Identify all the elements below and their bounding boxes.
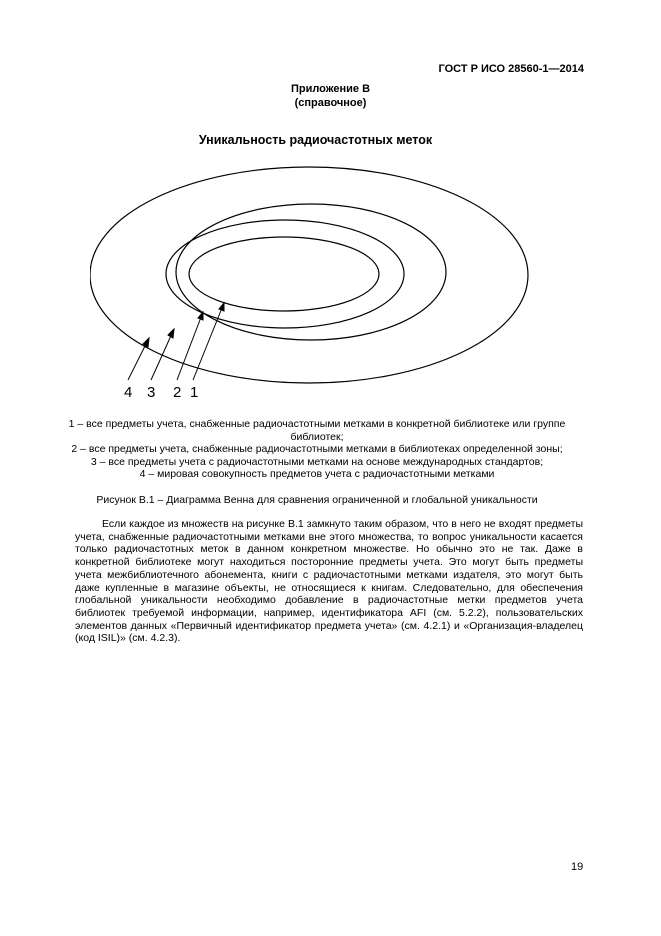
figure-heading: Уникальность радиочастотных меток bbox=[198, 133, 433, 147]
legend-item-4: 4 – мировая совокупность предметов учета с радиочастотными метками bbox=[139, 468, 495, 480]
leader-line-2 bbox=[177, 312, 203, 380]
page-number: 19 bbox=[571, 861, 584, 873]
set-1-ellipse bbox=[189, 237, 379, 311]
diagram-label-4: 4 bbox=[124, 384, 133, 401]
annex-subtitle: (справочное) bbox=[294, 97, 367, 109]
arrowhead-3 bbox=[168, 329, 174, 338]
legend-item-2: 2 – все предметы учета, снабженные радиочастотными метками в библиотеках определенной зоны; bbox=[71, 443, 563, 455]
annex-heading bbox=[0, 82, 661, 110]
diagram-label-3: 3 bbox=[147, 384, 156, 401]
set-4-ellipse bbox=[90, 167, 528, 383]
diagram-label-1: 1 bbox=[190, 384, 199, 401]
venn-diagram bbox=[90, 160, 540, 405]
arrowhead-2 bbox=[198, 312, 203, 320]
set-3-ellipse bbox=[176, 204, 446, 340]
diagram-label-2: 2 bbox=[173, 384, 182, 401]
standard-id: ГОСТ Р ИСО 28560-1—2014 bbox=[438, 63, 584, 75]
arrowhead-1 bbox=[219, 303, 224, 311]
leader-line-1 bbox=[193, 303, 224, 380]
annex-title: Приложение В bbox=[290, 83, 371, 95]
legend-item-1: 1 – все предметы учета, снабженные радиочастотными метками в конкретной библиотеке или группе библиотек; bbox=[68, 418, 566, 443]
figure-legend bbox=[52, 418, 582, 481]
figure-caption: Рисунок В.1 – Диаграмма Венна для сравнения ограниченной и глобальной уникальности bbox=[96, 494, 538, 506]
body-paragraph: Если каждое из множеств на рисунке В.1 замкнуто таким образом, что в него не входят предметы учета, снабженные радиочастотными метками вне этого множества, то вопрос уникальности касается только радиочастотных меток в данном конкретном множестве. Но обычно это не так. Даже в конкретной библиотеке могут находиться посторонние предметы учета. Это могут быть предметы учета межбиблиотечного абонемента, книги с радиочастотными метками издателя, это могут быть даже купленные в магазине объекты, не относящиеся к книгам. Следовательно, для обеспечения глобальной уникальности необходимо добавление в радиочастотные метки предметов учета библиотек требуемой информации, например, идентификатора AFI (см. 5.2.2), пользовательских элементов данных «Первичный идентификатор предмета учета» (см. 4.2.1) и «Организация-владелец (код ISIL)» (см. 4.2.3). bbox=[75, 518, 583, 645]
legend-item-3: 3 – все предметы учета с радиочастотными метками на основе международных стандартов; bbox=[90, 455, 544, 468]
